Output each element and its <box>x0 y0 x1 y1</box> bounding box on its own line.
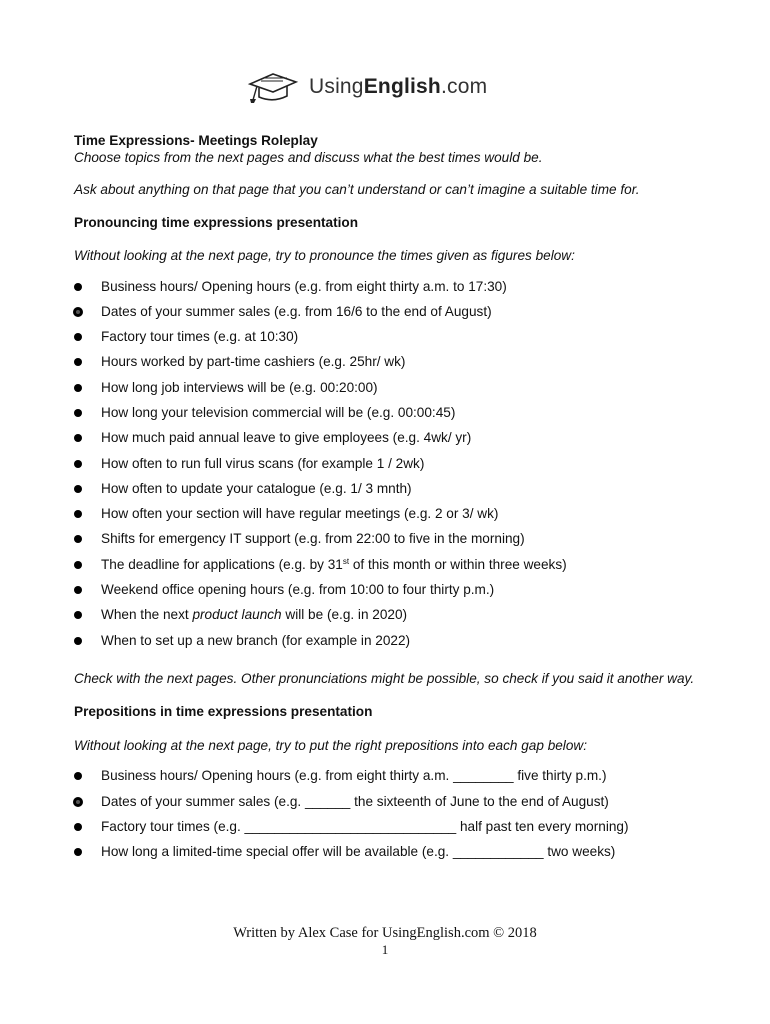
page-title: Time Expressions- Meetings Roleplay <box>74 133 318 148</box>
list-item: How often to run full virus scans (for example 1 / 2wk) <box>74 451 704 476</box>
list-item: How often to update your catalogue (e.g. 1/ 3 mnth) <box>74 476 704 501</box>
bullet-icon <box>74 434 82 442</box>
section-2-heading: Prepositions in time expressions presentation <box>74 704 373 720</box>
list-item: Business hours/ Opening hours (e.g. from eight thirty a.m. ________ five thirty p.m.) <box>74 763 704 788</box>
list-item: The deadline for applications (e.g. by 31st of this month or within three weeks) <box>74 552 704 577</box>
section-2-instruction: Without looking at the next page, try to put the right prepositions into each gap below: <box>74 737 587 753</box>
bullet-icon <box>74 460 82 468</box>
section-1-list <box>74 274 704 653</box>
list-item: Factory tour times (e.g. ____________________________ half past ten every morning) <box>74 814 704 839</box>
graduation-cap-icon <box>247 70 299 104</box>
bullet-icon <box>74 510 82 518</box>
section-1-heading: Pronouncing time expressions presentation <box>74 214 359 230</box>
intro-line-1: Choose topics from the next pages and discuss what the best times would be. <box>74 149 543 165</box>
section-1-closing: Check with the next pages. Other pronunciations might be possible, so check if you said it another way. <box>74 670 695 686</box>
bullet-icon <box>74 772 82 780</box>
intro-line-2: Ask about anything on that page that you can’t understand or can’t imagine a suitable time for. <box>74 182 640 197</box>
bullet-icon <box>74 611 82 619</box>
site-logo <box>247 70 487 104</box>
bullet-icon <box>74 409 82 417</box>
list-item: When the next product launch will be (e.g. in 2020) <box>74 602 704 627</box>
list-item: How long your television commercial will be (e.g. 00:00:45) <box>74 400 704 425</box>
bullet-star-icon <box>74 798 82 806</box>
bullet-icon <box>74 848 82 856</box>
bullet-icon <box>74 485 82 493</box>
list-item: How long job interviews will be (e.g. 00:20:00) <box>74 375 704 400</box>
bullet-icon <box>74 384 82 392</box>
bullet-star-icon <box>74 308 82 316</box>
logo-wordmark: UsingEnglish.com <box>309 75 488 98</box>
bullet-icon <box>74 586 82 594</box>
footer-credit: Written by Alex Case for UsingEnglish.com © 2018 <box>233 925 537 941</box>
bullet-icon <box>74 561 82 569</box>
worksheet-body <box>74 133 704 865</box>
page-number: 1 <box>381 942 389 957</box>
section-1-instruction: Without looking at the next page, try to pronounce the times given as figures below: <box>74 248 575 263</box>
bullet-icon <box>74 637 82 645</box>
list-item: Factory tour times (e.g. at 10:30) <box>74 324 704 349</box>
list-item: How much paid annual leave to give employees (e.g. 4wk/ yr) <box>74 425 704 450</box>
bullet-icon <box>74 535 82 543</box>
list-item: Hours worked by part-time cashiers (e.g. 25hr/ wk) <box>74 349 704 374</box>
bullet-icon <box>74 333 82 341</box>
list-item: How often your section will have regular meetings (e.g. 2 or 3/ wk) <box>74 501 704 526</box>
list-item: Dates of your summer sales (e.g. from 16/6 to the end of August) <box>74 299 704 324</box>
list-item: Business hours/ Opening hours (e.g. from eight thirty a.m. to 17:30) <box>74 274 704 299</box>
list-item: When to set up a new branch (for example in 2022) <box>74 628 704 653</box>
bullet-icon <box>74 823 82 831</box>
bullet-icon <box>74 358 82 366</box>
section-2-list <box>74 763 704 864</box>
list-item: How long a limited-time special offer will be available (e.g. ____________ two weeks) <box>74 839 704 864</box>
list-item: Weekend office opening hours (e.g. from 10:00 to four thirty p.m.) <box>74 577 704 602</box>
list-item: Dates of your summer sales (e.g. ______ the sixteenth of June to the end of August) <box>74 789 704 814</box>
list-item: Shifts for emergency IT support (e.g. from 22:00 to five in the morning) <box>74 526 704 551</box>
bullet-icon <box>74 283 82 291</box>
